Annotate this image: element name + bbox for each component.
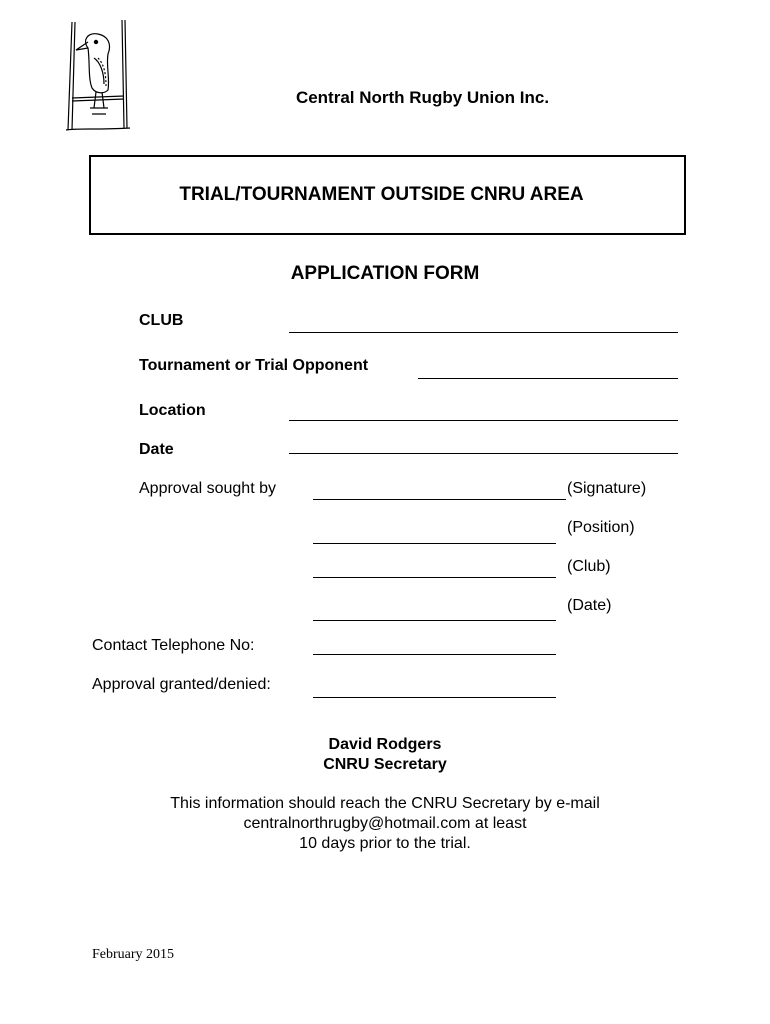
approval-granted-field[interactable] xyxy=(313,697,556,698)
note-line-2: centralnorthrugby@hotmail.com at least xyxy=(243,815,527,832)
location-label: Location xyxy=(139,402,206,419)
approval-date-field[interactable] xyxy=(313,620,556,621)
contact-field[interactable] xyxy=(313,654,556,655)
secretary-block xyxy=(0,735,770,775)
submission-note xyxy=(0,794,770,854)
date-label: Date xyxy=(139,441,174,458)
location-field[interactable] xyxy=(289,420,678,421)
approval-granted-label: Approval granted/denied: xyxy=(92,676,271,693)
organization-name: Central North Rugby Union Inc. xyxy=(295,88,550,107)
kookaburra-logo-icon xyxy=(58,18,138,138)
club-label: CLUB xyxy=(139,312,184,329)
note-line-3: 10 days prior to the trial. xyxy=(299,835,471,852)
contact-label: Contact Telephone No: xyxy=(92,637,255,654)
position-field[interactable] xyxy=(313,543,556,544)
approval-sought-label: Approval sought by xyxy=(139,480,276,497)
date-field[interactable] xyxy=(289,453,678,454)
approver-club-field[interactable] xyxy=(313,577,556,578)
position-label: (Position) xyxy=(567,519,635,536)
opponent-label: Tournament or Trial Opponent xyxy=(139,357,369,374)
note-line-1: This information should reach the CNRU Secretary by e-mail xyxy=(170,795,600,812)
opponent-field[interactable] xyxy=(418,378,678,379)
footer-date: February 2015 xyxy=(92,947,175,962)
form-title: TRIAL/TOURNAMENT OUTSIDE CNRU AREA xyxy=(179,184,584,205)
signature-label: (Signature) xyxy=(567,480,647,497)
secretary-name: David Rodgers xyxy=(328,736,442,753)
date-paren-label: (Date) xyxy=(567,597,612,614)
club-paren-label: (Club) xyxy=(567,558,611,575)
club-field[interactable] xyxy=(289,332,678,333)
signature-field[interactable] xyxy=(313,499,566,500)
form-subtitle: APPLICATION FORM xyxy=(290,263,480,284)
secretary-role: CNRU Secretary xyxy=(323,756,447,773)
